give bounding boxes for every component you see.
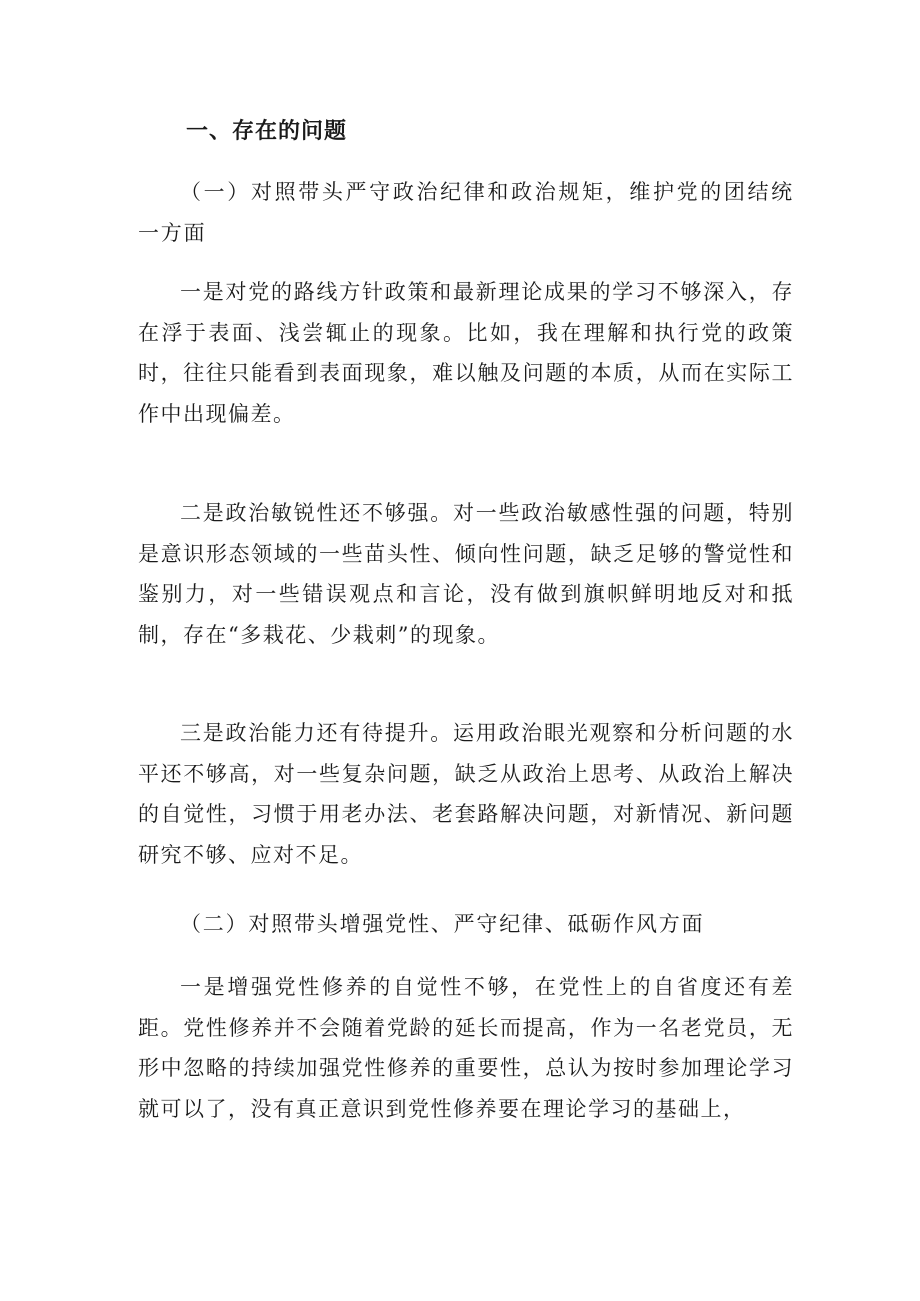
paragraph-2: 二是政治敏锐性还不够强。对一些政治敏感性强的问题，特别是意识形态领域的一些苗头性、倾向性问题，缺乏足够的警觉性和鉴别力，对一些错误观点和言论，没有做到旗帜鲜明地反对和抵制，存在“多栽花、少栽刺”的现象。 <box>138 501 794 647</box>
section-heading: 一、存在的问题 <box>186 119 348 144</box>
subsection-title-1: （一）对照带头严守政治纪律和政治规矩，维护党的团结统一方面 <box>138 180 794 245</box>
subsection-title-2: （二）对照带头增强党性、严守纪律、砥砺作风方面 <box>180 912 705 936</box>
paragraph-3: 三是政治能力还有待提升。运用政治眼光观察和分析问题的水平还不够高，对一些复杂问题，缺乏从政治上思考、从政治上解决的自觉性，习惯于用老办法、老套路解决问题，对新情况、新问题研究不够、应对不足。 <box>138 721 794 867</box>
paragraph-1: 一是对党的路线方针政策和最新理论成果的学习不够深入，存在浮于表面、浅尝辄止的现象。比如，我在理解和执行党的政策时，往往只能看到表面现象，难以触及问题的本质，从而在实际工作中出现偏差。 <box>138 280 794 426</box>
paragraph-4: 一是增强党性修养的自觉性不够，在党性上的自省度还有差距。党性修养并不会随着党龄的延长而提高，作为一名老党员，无形中忽略的持续加强党性修养的重要性，总认为按时参加理论学习就可以了，没有真正意识到党性修养要在理论学习的基础上， <box>138 975 794 1121</box>
